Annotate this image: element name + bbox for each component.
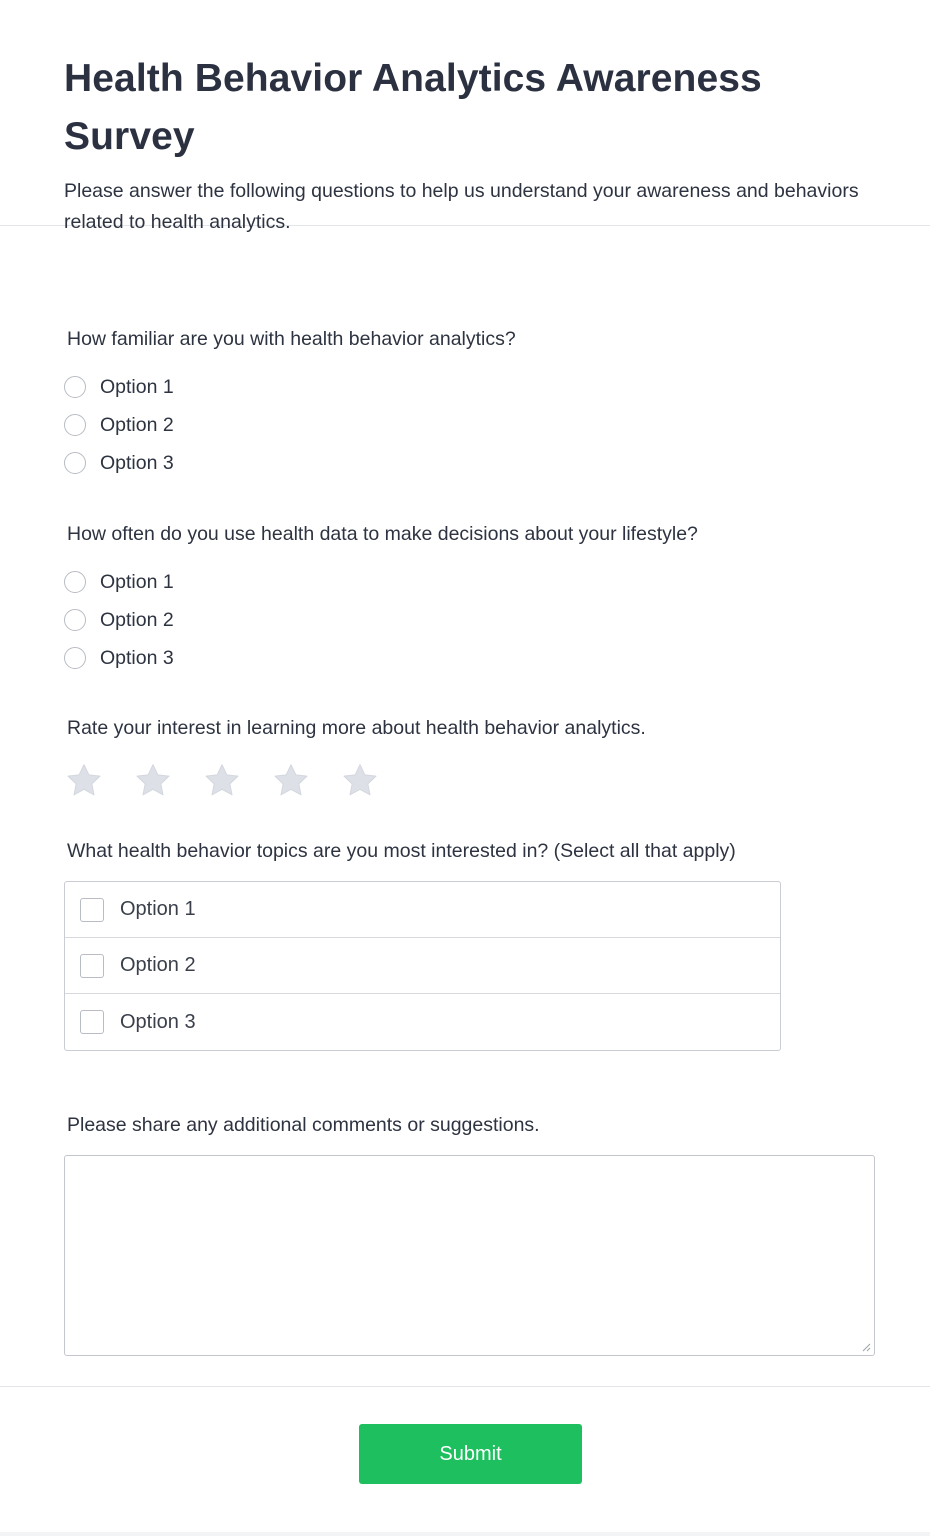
question-topics (64, 838, 781, 1051)
checkbox-option-label: Option 1 (120, 898, 196, 920)
checkbox-group (64, 881, 781, 1051)
radio-option-label: Option 2 (100, 413, 174, 436)
page-subtitle: Please answer the following questions to help us understand your awareness and behaviors related to health analytics. (64, 180, 859, 233)
star-rating (64, 761, 646, 801)
question-label: Rate your interest in learning more about health behavior analytics. (67, 717, 646, 739)
resize-grip-icon[interactable] (861, 1342, 871, 1352)
question-frequency (64, 521, 698, 677)
radio-option[interactable] (64, 368, 516, 406)
radio-option-label: Option 3 (100, 646, 174, 669)
star-icon[interactable] (271, 761, 311, 801)
question-comments (64, 1112, 875, 1356)
checkbox-option[interactable] (65, 882, 780, 938)
checkbox-option[interactable] (65, 938, 780, 994)
checkbox[interactable] (80, 954, 104, 978)
question-interest-rating (64, 715, 646, 801)
survey-footer (0, 1386, 930, 1533)
radio-option-label: Option 1 (100, 375, 174, 398)
radio-group (64, 368, 516, 482)
radio-option[interactable] (64, 563, 698, 601)
checkbox-option[interactable] (65, 994, 780, 1050)
radio-option-label: Option 2 (100, 608, 174, 631)
radio-button[interactable] (64, 647, 86, 669)
checkbox[interactable] (80, 1010, 104, 1034)
question-label: What health behavior topics are you most interested in? (Select all that apply) (67, 840, 736, 862)
checkbox-option-label: Option 3 (120, 1010, 196, 1033)
radio-button[interactable] (64, 609, 86, 631)
radio-option[interactable] (64, 639, 698, 677)
radio-option[interactable] (64, 601, 698, 639)
question-label: How often do you use health data to make decisions about your lifestyle? (67, 523, 698, 545)
star-icon[interactable] (340, 761, 380, 801)
radio-option[interactable] (64, 406, 516, 444)
question-label: How familiar are you with health behavior analytics? (67, 328, 516, 350)
radio-button[interactable] (64, 376, 86, 398)
radio-button[interactable] (64, 452, 86, 474)
radio-button[interactable] (64, 414, 86, 436)
radio-option-label: Option 1 (100, 570, 174, 593)
radio-group (64, 563, 698, 677)
question-familiarity (64, 326, 516, 482)
checkbox-option-label: Option 2 (120, 954, 196, 976)
star-icon[interactable] (202, 761, 242, 801)
question-label: Please share any additional comments or suggestions. (67, 1114, 540, 1136)
survey-header (0, 0, 930, 233)
star-icon[interactable] (133, 761, 173, 801)
radio-option[interactable] (64, 444, 516, 482)
comments-textarea[interactable] (64, 1155, 875, 1356)
checkbox[interactable] (80, 898, 104, 922)
page-title: Health Behavior Analytics Awareness Survey (64, 57, 762, 158)
radio-button[interactable] (64, 571, 86, 593)
submit-button[interactable]: Submit (359, 1424, 582, 1484)
radio-option-label: Option 3 (100, 451, 174, 474)
star-icon[interactable] (64, 761, 104, 801)
